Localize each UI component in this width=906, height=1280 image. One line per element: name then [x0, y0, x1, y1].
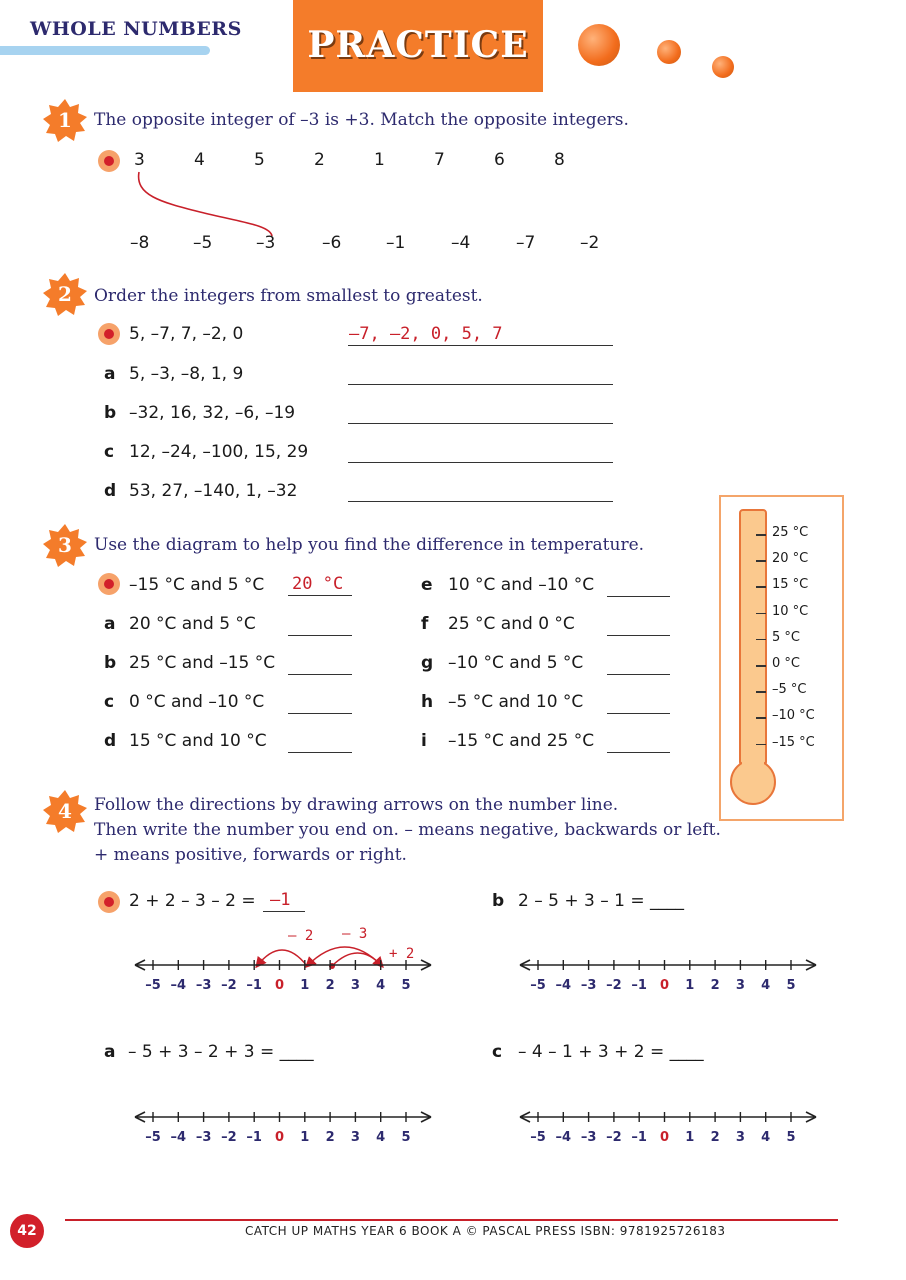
number-line-label: –5	[530, 978, 546, 993]
q1-bottom-number: –2	[580, 233, 600, 253]
number-line-label: 1	[685, 1130, 695, 1145]
thermometer-label: 5 °C	[772, 629, 800, 645]
q1-top-number: 4	[194, 150, 205, 170]
answer-line	[263, 911, 305, 912]
answer-line	[607, 596, 670, 597]
jump-label-1: + 2	[389, 946, 415, 962]
number-line-label: 2	[710, 978, 720, 993]
q2-integer-list: 12, –24, –100, 15, 29	[129, 442, 309, 462]
answer-line	[348, 462, 613, 463]
number-line-label: –1	[246, 1130, 262, 1145]
thermometer-label: –5 °C	[772, 682, 807, 698]
number-line-label: 5	[401, 1130, 411, 1145]
number-line-label: 0	[274, 978, 285, 993]
number-line-label: 3	[350, 1130, 360, 1145]
number-line-label: 4	[761, 978, 771, 993]
item-label: a	[104, 614, 116, 634]
q1-top-number: 2	[314, 150, 325, 170]
item-label: i	[421, 731, 427, 751]
q2-integer-list: 5, –3, –8, 1, 9	[129, 364, 244, 384]
number-line-label: –1	[631, 978, 647, 993]
number-line	[516, 955, 826, 975]
answer-line	[288, 595, 352, 596]
item-label: c	[104, 692, 115, 712]
q1-bottom-number: –1	[386, 233, 406, 253]
answer-line	[288, 635, 352, 636]
number-line-label: –4	[170, 978, 187, 993]
q1-top-number: 3	[134, 150, 145, 170]
number-line-label: –1	[246, 978, 262, 993]
q3-temperature-pair: –5 °C and 10 °C	[448, 692, 584, 712]
q4-a-expr: – 5 + 3 – 2 + 3 = ____	[128, 1042, 314, 1062]
decorative-ball-small	[712, 56, 734, 78]
number-line-label: –5	[145, 978, 161, 993]
number-line-label: 5	[401, 978, 411, 993]
number-line-label: 4	[376, 1130, 386, 1145]
number-line-label: 4	[376, 978, 386, 993]
q1-bottom-number: –6	[322, 233, 342, 253]
answer-line	[288, 752, 352, 753]
number-line-label: 3	[735, 978, 745, 993]
answer-line	[288, 674, 352, 675]
question-number-badge: 4	[43, 790, 87, 834]
number-line-label: 3	[350, 978, 360, 993]
thermometer-label: –15 °C	[772, 734, 815, 750]
footer-rule	[65, 1219, 838, 1221]
answer-line	[348, 423, 613, 424]
number-line-label: 3	[735, 1130, 745, 1145]
number-line-label: 2	[325, 978, 335, 993]
thermometer-tick	[756, 717, 766, 719]
question-number-badge: 2	[43, 273, 87, 317]
item-label: b	[492, 891, 505, 911]
item-label: b	[104, 403, 117, 423]
q3-temperature-pair: –15 °C and 25 °C	[448, 731, 595, 751]
question-4-line-1: Follow the directions by drawing arrows on the number line.	[94, 795, 619, 815]
number-line-label: 5	[786, 978, 796, 993]
q2-example-list: 5, –7, 7, –2, 0	[129, 324, 244, 344]
number-line-label: 1	[300, 978, 310, 993]
item-label: c	[492, 1042, 503, 1062]
number-line	[131, 1107, 441, 1127]
number-line-label: 0	[659, 1130, 670, 1145]
answer-line	[607, 674, 670, 675]
q3-example-text: –15 °C and 5 °C	[129, 575, 265, 595]
item-label: b	[104, 653, 117, 673]
number-line-label: –4	[555, 978, 572, 993]
number-line-label: –4	[170, 1130, 187, 1145]
answer-line	[348, 384, 613, 385]
q3-temperature-pair: 25 °C and 0 °C	[448, 614, 575, 634]
thermometer-tick	[756, 665, 766, 667]
item-label: d	[104, 731, 117, 751]
q3-temperature-pair: 25 °C and –15 °C	[129, 653, 276, 673]
question-4-line-3: + means positive, forwards or right.	[94, 845, 407, 865]
item-label: e	[421, 575, 433, 595]
decorative-ball-medium	[657, 40, 681, 64]
thermometer-tick	[756, 639, 766, 641]
example-dot	[98, 323, 120, 345]
example-dot	[98, 891, 120, 913]
q2-integer-list: –32, 16, 32, –6, –19	[129, 403, 296, 423]
answer-line	[607, 713, 670, 714]
answer-line	[348, 501, 613, 502]
thermometer-tick	[756, 744, 766, 746]
example-match-line	[130, 170, 280, 240]
q1-bottom-number: –4	[451, 233, 471, 253]
number-line-label: –3	[580, 1130, 597, 1145]
thermometer-label: 20 °C	[772, 551, 809, 567]
thermometer-label: 10 °C	[772, 603, 809, 619]
q1-bottom-number: –7	[516, 233, 536, 253]
q4-example-answer: –1	[270, 890, 291, 910]
number-line-label: –2	[221, 1130, 237, 1145]
q3-temperature-pair: 20 °C and 5 °C	[129, 614, 256, 634]
thermometer-tick	[756, 613, 766, 615]
banner-title: PRACTICE	[307, 24, 529, 66]
jump-label-2: – 3	[342, 926, 368, 942]
q3-temperature-pair: 15 °C and 10 °C	[129, 731, 267, 751]
number-line	[131, 955, 441, 975]
question-number-badge: 3	[43, 524, 87, 568]
topic-title: WHOLE NUMBERS	[30, 18, 242, 40]
answer-line	[607, 752, 670, 753]
number-line-label: 2	[710, 1130, 720, 1145]
page-number: 42	[10, 1214, 44, 1248]
example-dot	[98, 150, 120, 172]
q1-top-number: 6	[494, 150, 505, 170]
q2-integer-list: 53, 27, –140, 1, –32	[129, 481, 298, 501]
thermometer-tick	[756, 560, 766, 562]
q1-bottom-number: –3	[256, 233, 276, 253]
answer-line	[288, 713, 352, 714]
number-line-label: –3	[195, 1130, 212, 1145]
number-line-label: 0	[274, 1130, 285, 1145]
answer-line	[607, 635, 670, 636]
q3-temperature-pair: 0 °C and –10 °C	[129, 692, 265, 712]
number-line-label: –1	[631, 1130, 647, 1145]
q1-top-number: 8	[554, 150, 565, 170]
q3-temperature-pair: –10 °C and 5 °C	[448, 653, 584, 673]
number-line-label: –3	[195, 978, 212, 993]
q1-bottom-number: –8	[130, 233, 150, 253]
item-label: h	[421, 692, 434, 712]
answer-line	[348, 345, 613, 346]
q3-example-answer: 20 °C	[292, 574, 344, 594]
question-4-line-2: Then write the number you end on. – means negative, backwards or left.	[94, 820, 721, 840]
number-line-label: 2	[325, 1130, 335, 1145]
question-3-text: Use the diagram to help you find the difference in temperature.	[94, 535, 645, 555]
thermometer-label: 0 °C	[772, 656, 800, 671]
thermometer-tick	[756, 534, 766, 536]
thermometer-tick	[756, 586, 766, 588]
number-line-label: –2	[221, 978, 237, 993]
number-line-label: –5	[530, 1130, 546, 1145]
thermometer-label: –10 °C	[772, 708, 815, 724]
q1-top-number: 5	[254, 150, 265, 170]
q1-top-number: 1	[374, 150, 385, 170]
q4-example-expr: 2 + 2 – 3 – 2 =	[129, 891, 256, 911]
item-label: a	[104, 1042, 116, 1062]
number-line-label: –2	[606, 1130, 622, 1145]
question-2-text: Order the integers from smallest to greatest.	[94, 286, 483, 306]
item-label: a	[104, 364, 116, 384]
q4-b-expr: 2 – 5 + 3 – 1 = ____	[518, 891, 684, 911]
q4-c-expr: – 4 – 1 + 3 + 2 = ____	[518, 1042, 704, 1062]
footer-text: CATCH UP MATHS YEAR 6 BOOK A © PASCAL PRESS ISBN: 9781925726183	[245, 1224, 726, 1238]
question-1-text: The opposite integer of –3 is +3. Match the opposite integers.	[94, 110, 629, 130]
number-line-label: 1	[300, 1130, 310, 1145]
item-label: d	[104, 481, 117, 501]
number-line-label: 5	[786, 1130, 796, 1145]
item-label: c	[104, 442, 115, 462]
decorative-ball-large	[578, 24, 620, 66]
thermometer-label: 15 °C	[772, 577, 809, 593]
number-line-label: –3	[580, 978, 597, 993]
number-line-label: –4	[555, 1130, 572, 1145]
thermometer-tick	[756, 691, 766, 693]
item-label: g	[421, 653, 434, 673]
q2-example-answer: –7, –2, 0, 5, 7	[349, 324, 503, 344]
question-number-badge: 1	[43, 99, 87, 143]
jump-label-3: – 2	[288, 928, 314, 944]
item-label: f	[421, 614, 429, 634]
number-line-label: 0	[659, 978, 670, 993]
q3-temperature-pair: 10 °C and –10 °C	[448, 575, 595, 595]
q1-bottom-number: –5	[193, 233, 213, 253]
number-line-label: –5	[145, 1130, 161, 1145]
number-line-label: 4	[761, 1130, 771, 1145]
number-line-label: –2	[606, 978, 622, 993]
example-dot	[98, 573, 120, 595]
thermometer-label: 25 °C	[772, 525, 809, 540]
q1-top-number: 7	[434, 150, 445, 170]
number-line	[516, 1107, 826, 1127]
number-line-label: 1	[685, 978, 695, 993]
topic-underline	[0, 46, 210, 55]
